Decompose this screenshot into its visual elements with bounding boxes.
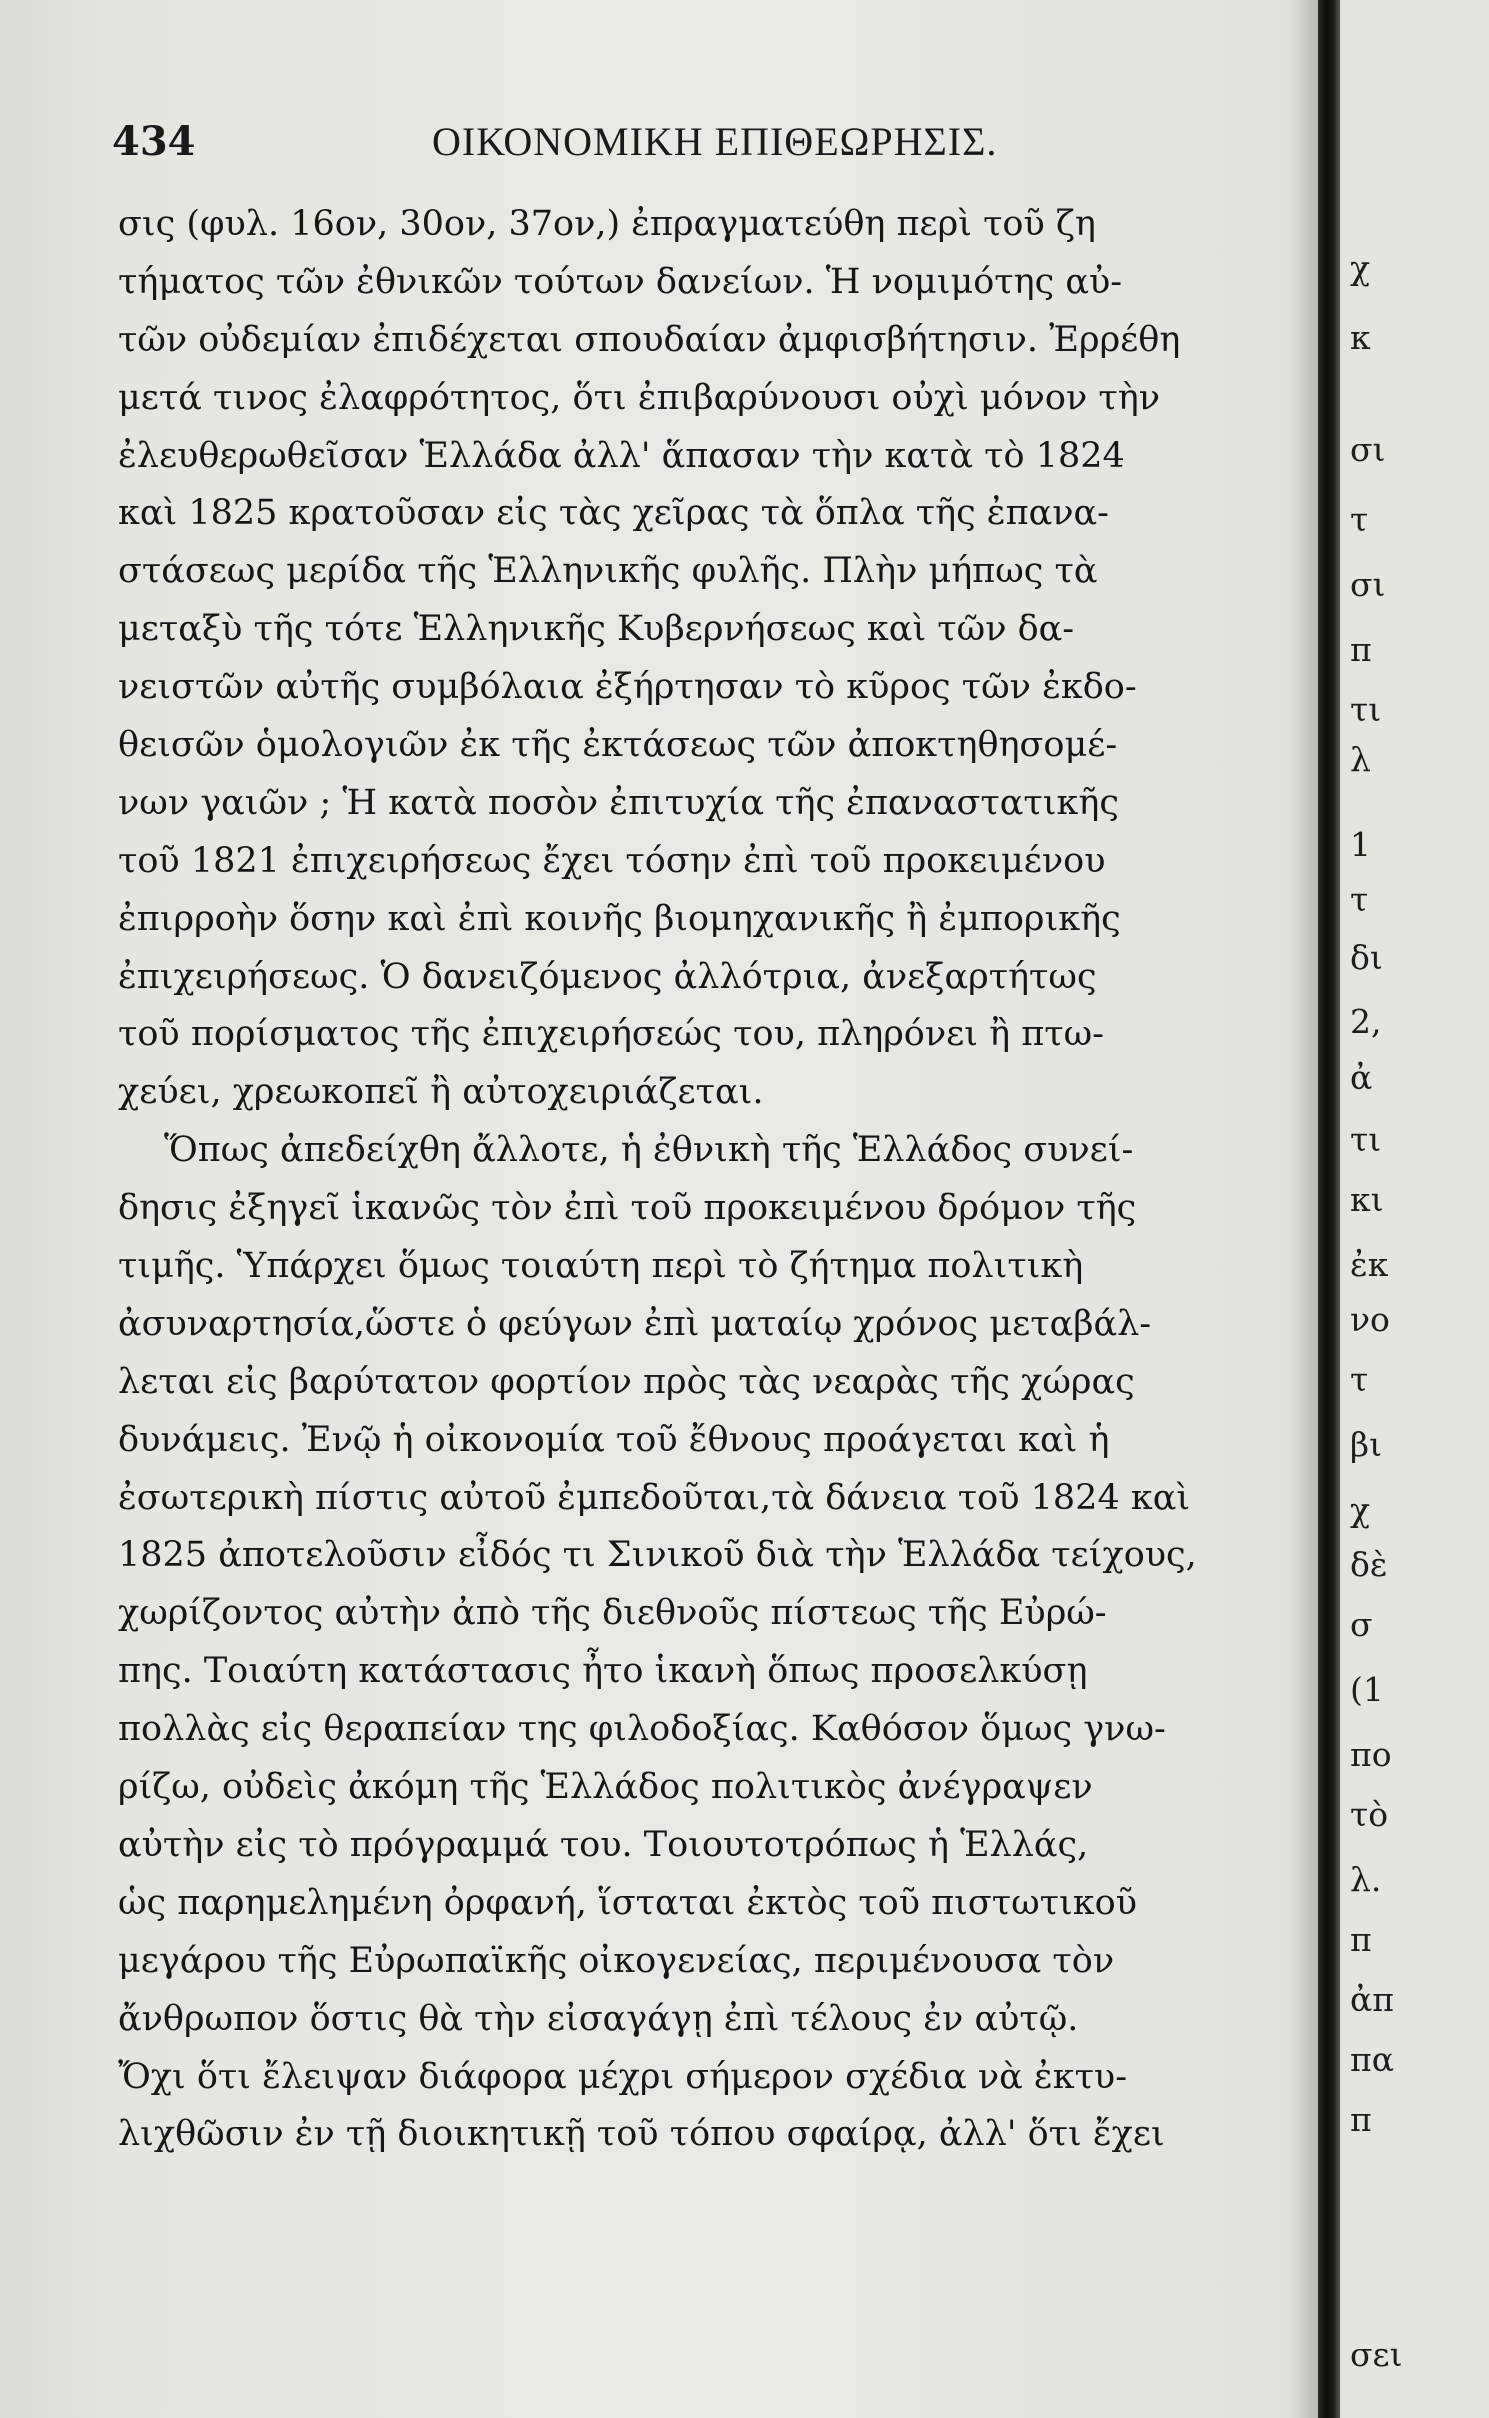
text-line: χεύει, χρεωκοπεῖ ἢ αὐτοχειριάζεται. <box>118 1072 764 1113</box>
adjacent-page-fragment: τὸ <box>1350 1795 1389 1834</box>
text-line: ἐπιχειρήσεως. Ὁ δανειζόμενος ἀλλότρια, ἀνεξαρτήτως <box>118 956 1097 997</box>
text-line: πης. Τοιαύτη κατάστασις ἦτο ἱκανὴ ὅπως προσελκύσῃ <box>118 1651 1088 1692</box>
page-header <box>112 118 1242 178</box>
gutter-shadow <box>1290 0 1320 2418</box>
running-head: ΟΙΚΟΝΟΜΙΚΗ ΕΠΙΘΕΩΡΗΣΙΣ. <box>432 119 998 164</box>
adjacent-page-fragment: βι <box>1350 1425 1383 1464</box>
adjacent-page-fragment: τι <box>1350 690 1382 729</box>
adjacent-page-fragment: χ <box>1350 248 1370 287</box>
text-line: χωρίζοντος αὐτὴν ἀπὸ τῆς διεθνοῦς πίστεως τῆς Εὐρώ- <box>118 1593 1107 1634</box>
text-line: Ὄχι ὅτι ἔλειψαν διάφορα μέχρι σήμερον σχέδια νὰ ἐκτυ- <box>118 2056 1128 2097</box>
adjacent-page-fragment: σι <box>1350 430 1386 469</box>
text-line: αὐτὴν εἰς τὸ πρόγραμμά του. Τοιουτοτρόπως ἡ Ἑλλάς, <box>118 1824 1089 1865</box>
text-line: καὶ 1825 κρατοῦσαν εἰς τὰς χεῖρας τὰ ὅπλα τῆς ἐπανα- <box>118 493 1109 534</box>
adjacent-page-fragment: χ <box>1350 1490 1370 1529</box>
adjacent-page-fragment: σ <box>1350 1605 1373 1644</box>
book-gutter <box>1318 0 1340 2418</box>
text-line: νειστῶν αὐτῆς συμβόλαια ἐξήρτησαν τὸ κῦρος τῶν ἐκδο- <box>118 667 1137 708</box>
text-line: μετά τινος ἐλαφρότητος, ὅτι ἐπιβαρύνουσι οὐχὶ μόνον τὴν <box>118 377 1161 418</box>
adjacent-page-fragment: π <box>1350 630 1372 669</box>
adjacent-page-fragment: τ <box>1350 880 1369 919</box>
text-line: τοῦ 1821 ἐπιχειρήσεως ἔχει τόσην ἐπὶ τοῦ προκειμένου <box>118 840 1106 881</box>
adjacent-page-fragment: λ <box>1350 740 1371 779</box>
text-line: πολλὰς εἰς θεραπείαν της φιλοδοξίας. Καθόσον ὅμως γνω- <box>118 1709 1166 1750</box>
adjacent-page-fragment: ἀ <box>1350 1058 1373 1097</box>
adjacent-page-fragment: λ. <box>1350 1860 1382 1899</box>
adjacent-page-fragment: κι <box>1350 1180 1384 1219</box>
text-line: νων γαιῶν ; Ἡ κατὰ ποσὸν ἐπιτυχία τῆς ἐπαναστατικῆς <box>118 782 1119 823</box>
text-line: τῶν οὐδεμίαν ἐπιδέχεται σπουδαίαν ἀμφισβήτησιν. Ἐρρέθη <box>118 319 1181 360</box>
text-line: δυνάμεις. Ἐνῷ ἡ οἰκονομία τοῦ ἔθνους προάγεται καὶ ἡ <box>118 1419 1110 1460</box>
text-line: λεται εἰς βαρύτατον φορτίον πρὸς τὰς νεαρὰς τῆς χώρας <box>118 1361 1135 1402</box>
text-line: ἐλευθερωθεῖσαν Ἑλλάδα ἀλλ' ἅπασαν τὴν κατὰ τὸ 1824 <box>118 435 1125 476</box>
text-line: στάσεως μερίδα τῆς Ἑλληνικῆς φυλῆς. Πλὴν μήπως τὰ <box>118 551 1098 592</box>
text-line: ὡς παρημελημένη ὀρφανή, ἵσταται ἐκτὸς τοῦ πιστωτικοῦ <box>118 1882 1137 1923</box>
text-line: μεγάρου τῆς Εὐρωπαϊκῆς οἰκογενείας, περιμένουσα τὸν <box>118 1940 1115 1981</box>
adjacent-page-fragment: τ <box>1350 1360 1369 1399</box>
text-line: ἄνθρωπον ὅστις θὰ τὴν εἰσαγάγῃ ἐπὶ τέλους ἐν αὐτῷ. <box>118 1998 1079 2039</box>
adjacent-page-fragment: σι <box>1350 565 1386 604</box>
adjacent-page-fragment: δὲ <box>1350 1545 1388 1584</box>
text-line: λιχθῶσιν ἐν τῇ διοικητικῇ τοῦ τόπου σφαίρᾳ, ἀλλ' ὅτι ἔχει <box>118 2114 1165 2155</box>
text-line: δησις ἐξηγεῖ ἱκανῶς τὸν ἐπὶ τοῦ προκειμένου δρόμον τῆς <box>118 1188 1137 1229</box>
adjacent-page-fragment: ἀπ <box>1350 1980 1394 2019</box>
adjacent-page-fragment: π <box>1350 1920 1372 1959</box>
text-line: σις (φυλ. 16ον, 30ον, 37ον,) ἐπραγματεύθη περὶ τοῦ ζη <box>118 204 1096 244</box>
adjacent-page-fragment: 1 <box>1350 825 1371 864</box>
adjacent-page-fragment: κ <box>1350 318 1371 357</box>
adjacent-page-fragment: σει <box>1350 2335 1403 2374</box>
adjacent-page-fragment: νο <box>1350 1300 1390 1339</box>
text-line: ρίζω, οὐδεὶς ἀκόμη τῆς Ἑλλάδος πολιτικὸς ἀνέγραψεν <box>118 1767 1093 1808</box>
page-number: 434 <box>112 118 196 165</box>
text-line: τιμῆς. Ὑπάρχει ὅμως τοιαύτη περὶ τὸ ζήτημα πολιτικὴ <box>118 1246 1084 1287</box>
text-line: Ὅπως ἀπεδείχθη ἄλλοτε, ἡ ἐθνικὴ τῆς Ἑλλάδος συνεί- <box>164 1130 1134 1171</box>
adjacent-page-fragment: π <box>1350 2100 1372 2139</box>
text-line: θεισῶν ὁμολογιῶν ἐκ τῆς ἐκτάσεως τῶν ἀποκτηθησομέ- <box>118 725 1118 766</box>
text-line: ἐπιρροὴν ὅσην καὶ ἐπὶ κοινῆς βιομηχανικῆς ἢ ἐμπορικῆς <box>118 898 1121 939</box>
adjacent-page-fragment: ἐκ <box>1350 1245 1389 1284</box>
adjacent-page-fragment: τι <box>1350 1120 1382 1159</box>
adjacent-page-fragment: δι <box>1350 938 1383 977</box>
adjacent-page-fragment: πα <box>1350 2040 1394 2079</box>
adjacent-page-fragment: πο <box>1350 1735 1392 1774</box>
text-line: μεταξὺ τῆς τότε Ἑλληνικῆς Κυβερνήσεως καὶ τῶν δα- <box>118 609 1075 650</box>
adjacent-page-fragment: (1 <box>1350 1670 1384 1709</box>
text-line: 1825 ἀποτελοῦσιν εἶδός τι Σινικοῦ διὰ τὴν Ἑλλάδα τείχους, <box>118 1535 1197 1576</box>
text-line: τοῦ πορίσματος τῆς ἐπιχειρήσεώς του, πληρόνει ἢ πτω- <box>118 1014 1104 1055</box>
text-line: ἀσυναρτησία,ὥστε ὁ φεύγων ἐπὶ ματαίῳ χρόνος μεταβάλ- <box>118 1303 1152 1344</box>
body-text <box>118 196 1243 2164</box>
text-line: τήματος τῶν ἐθνικῶν τούτων δανείων. Ἡ νομιμότης αὐ- <box>118 261 1123 302</box>
adjacent-page-fragment: τ <box>1350 500 1369 539</box>
text-line: ἐσωτερικὴ πίστις αὐτοῦ ἐμπεδοῦται,τὰ δάνεια τοῦ 1824 καὶ <box>118 1477 1191 1518</box>
adjacent-page-fragment: 2, <box>1350 1002 1382 1041</box>
